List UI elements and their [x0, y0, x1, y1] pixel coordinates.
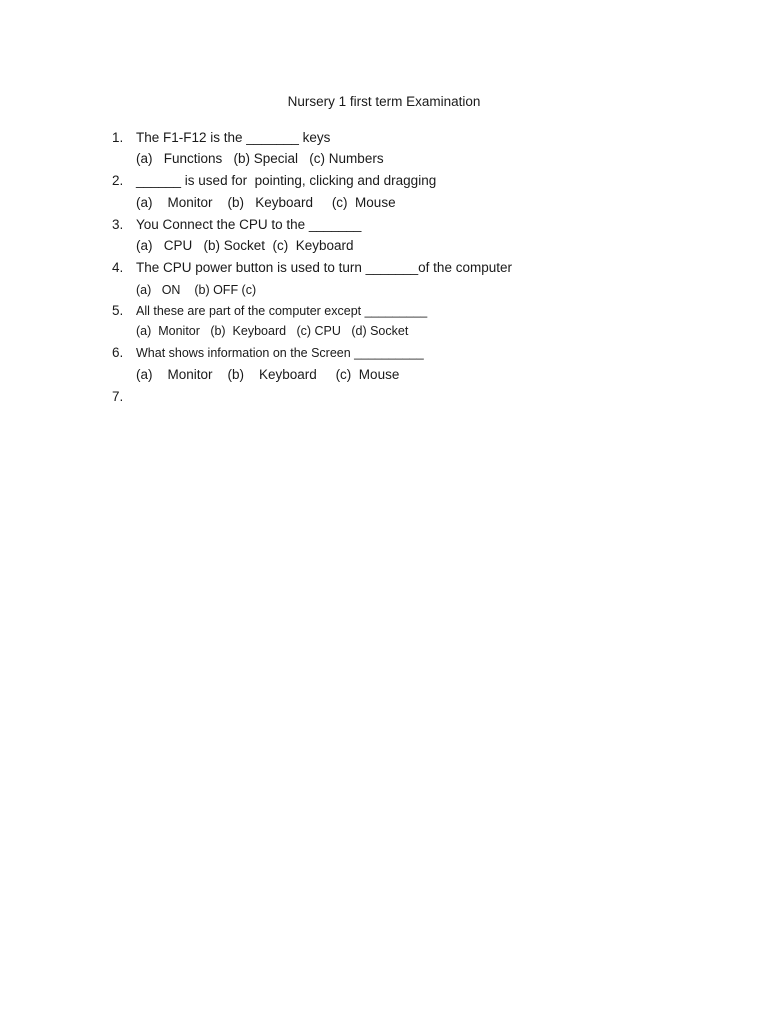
question-3-options: (a) CPU (b) Socket (c) Keyboard [136, 238, 354, 253]
question-5-text: All these are part of the computer except _________ [136, 304, 428, 318]
question-5-options: (a) Monitor (b) Keyboard (c) CPU (d) Socket [136, 324, 409, 338]
question-7-number: 7. [112, 389, 124, 404]
question-5-number: 5. [112, 303, 124, 318]
question-2-number: 2. [112, 173, 124, 188]
question-1-text: The F1-F12 is the _______ keys [136, 130, 331, 145]
question-4-number: 4. [112, 260, 124, 275]
question-6-text: What shows information on the Screen __________ [136, 346, 424, 360]
question-3-number: 3. [112, 217, 124, 232]
question-3-text: You Connect the CPU to the _______ [136, 217, 362, 232]
question-1-options: (a) Functions (b) Special (c) Numbers [136, 151, 384, 166]
question-2-text: ______ is used for pointing, clicking and dragging [136, 173, 437, 188]
question-6-number: 6. [112, 345, 124, 360]
question-2-options: (a) Monitor (b) Keyboard (c) Mouse [136, 195, 396, 210]
question-6-options: (a) Monitor (b) Keyboard (c) Mouse [136, 367, 400, 382]
question-4-options: (a) ON (b) OFF (c) [136, 283, 257, 297]
question-1-number: 1. [112, 130, 124, 145]
question-4-text: The CPU power button is used to turn _______of the computer [136, 260, 512, 275]
page-title: Nursery 1 first term Examination [287, 94, 481, 109]
